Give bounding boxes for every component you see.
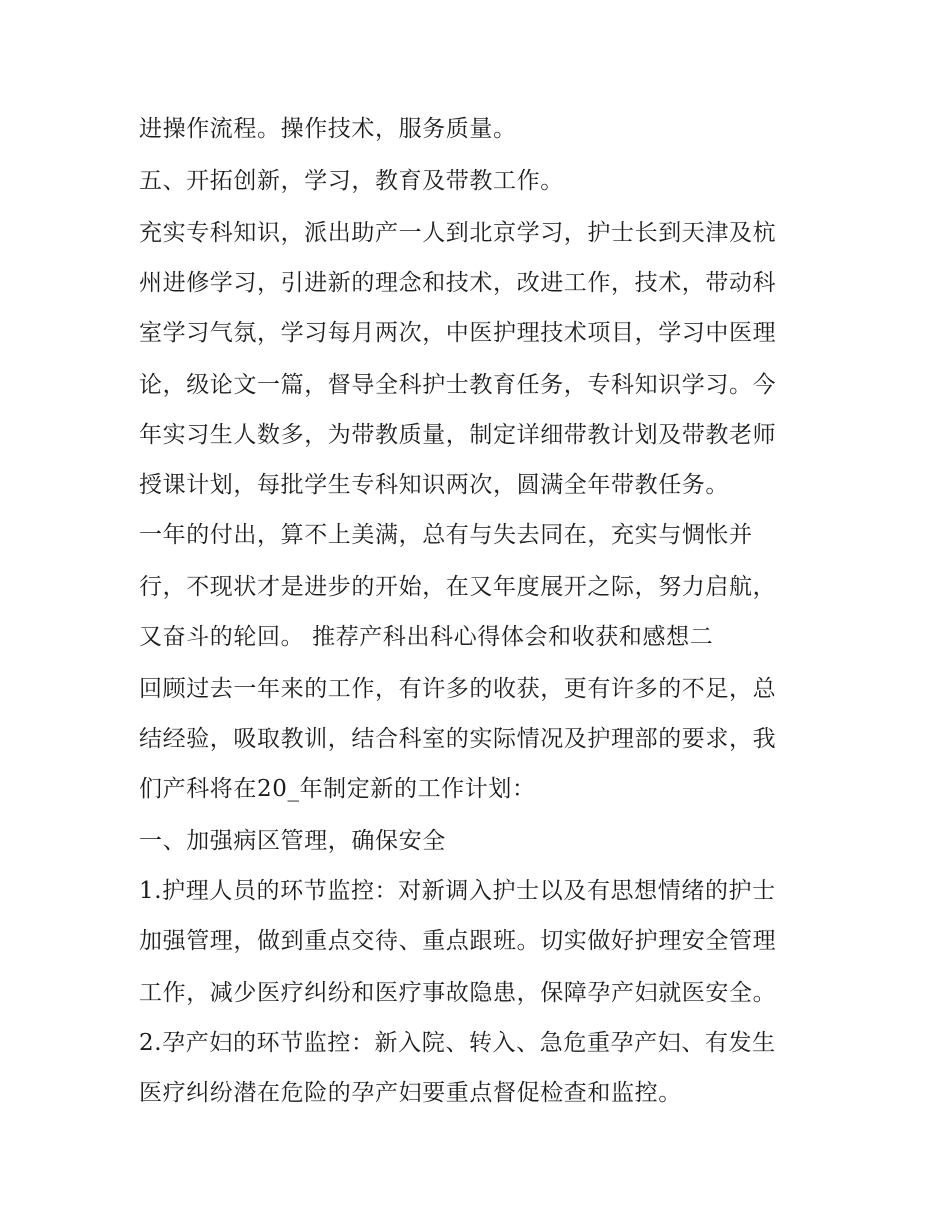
text-line: 州进修学习，引进新的理念和技术，改进工作，技术，带动科 [139, 270, 777, 296]
section-heading: 五、开拓创新，学习，教育及带教工作。 [139, 168, 564, 194]
text-line: 授课计划，每批学生专科知识两次，圆满全年带教任务。 [139, 472, 729, 498]
text-line: 年实习生人数多，为带教质量，制定详细带教计划及带教老师 [139, 422, 777, 448]
text-line: 又奋斗的轮回。 推荐产科出科心得体会和收获和感想二 [139, 624, 714, 650]
text-line: 1.护理人员的环节监控：对新调入护士以及有思想情绪的护士 [139, 878, 776, 904]
text-line: 一年的付出，算不上美满，总有与失去同在，充实与惆怅并 [139, 522, 753, 548]
text-line: 医疗纠纷潜在危险的孕产妇要重点督促检查和监控。 [139, 1080, 682, 1106]
text-line: 工作，减少医疗纠纷和医疗事故隐患，保障孕产妇就医安全。 [139, 980, 777, 1006]
text-line: 行，不现状才是进步的开始，在又年度展开之际，努力启航， [139, 574, 777, 600]
text-line: 回顾过去一年来的工作，有许多的收获，更有许多的不足，总 [139, 676, 777, 702]
text-line: 充实专科知识，派出助产一人到北京学习，护士长到天津及杭 [139, 220, 777, 246]
text-line: 2.孕产妇的环节监控：新入院、转入、急危重孕产妇、有发生 [139, 1030, 776, 1056]
text-line: 结经验，吸取教训，结合科室的实际情况及护理部的要求，我 [139, 726, 777, 752]
text-line: 们产科将在20_年制定新的工作计划： [139, 776, 536, 802]
section-heading: 一、加强病区管理，确保安全 [139, 828, 446, 854]
text-line: 进操作流程。操作技术，服务质量。 [139, 116, 517, 142]
text-line: 加强管理，做到重点交待、重点跟班。切实做好护理安全管理 [139, 928, 777, 954]
text-line: 室学习气氛，学习每月两次，中医护理技术项目，学习中医理 [139, 320, 777, 346]
text-line: 论，级论文一篇，督导全科护士教育任务，专科知识学习。今 [139, 372, 777, 398]
